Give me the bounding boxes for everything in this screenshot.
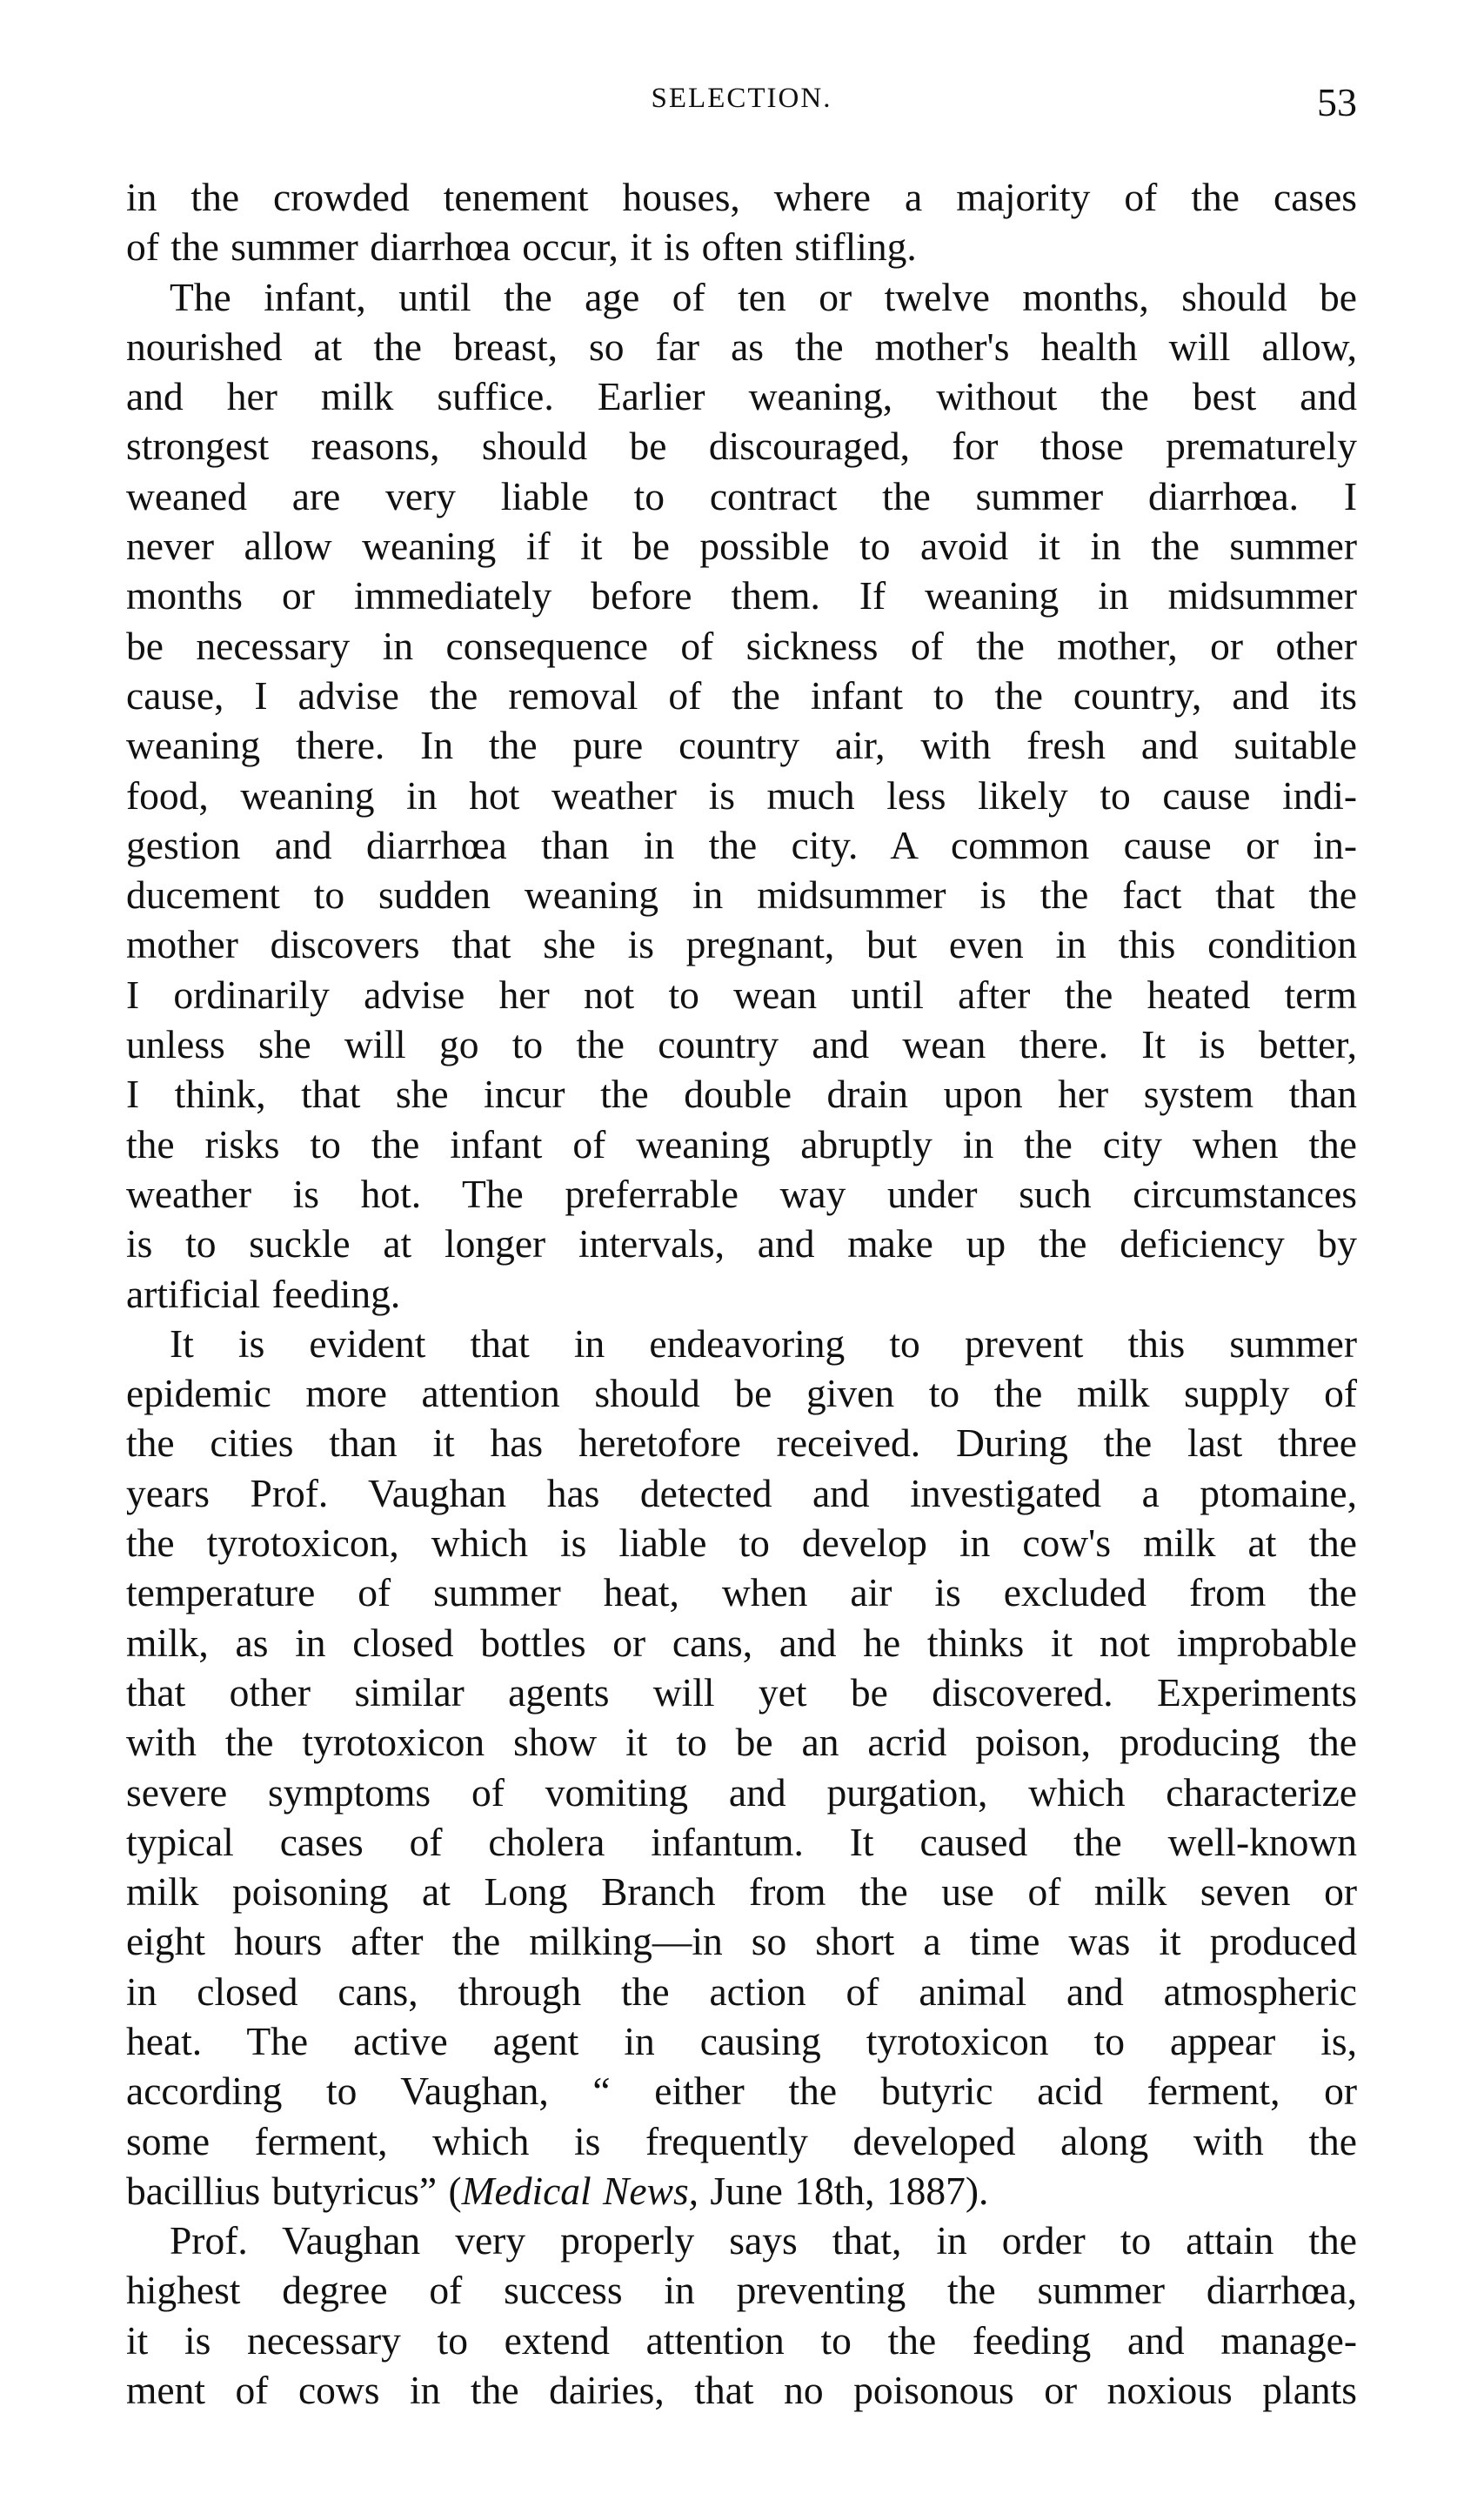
text-line: I ordinarily advise her not to wean until after the heated term <box>126 972 1357 1017</box>
text-line: the tyrotoxicon, which is liable to develop in cow's milk at the <box>126 1521 1357 1566</box>
citation-before: bacillius butyricus” ( <box>126 2168 462 2213</box>
paragraph <box>126 272 1357 1319</box>
citation-after: June 18th, 1887). <box>699 2168 989 2213</box>
paragraph <box>126 2216 1357 2415</box>
text-line: artificial feeding. <box>126 1271 401 1316</box>
text-line: the cities than it has heretofore received. During the last three <box>126 1420 1357 1466</box>
text-line: never allow weaning if it be possible to avoid it in the summer <box>126 524 1357 569</box>
text-line: years Prof. Vaughan has detected and investigated a ptomaine, <box>126 1470 1357 1515</box>
text-line: ducement to sudden weaning in midsummer is the fact that the <box>126 872 1357 918</box>
text-line: weather is hot. The preferrable way under such circumstances <box>126 1171 1357 1216</box>
text-line: It is evident that in endeavoring to prevent this summer <box>170 1320 1357 1366</box>
text-line: strongest reasons, should be discouraged, for those prematurely <box>126 424 1357 469</box>
text-line: that other similar agents will yet be discovered. Experiments <box>126 1669 1357 1715</box>
text-line: cause, I advise the removal of the infant to the country, and its <box>126 672 1357 718</box>
text-line: be necessary in consequence of sickness of the mother, or other <box>126 623 1357 668</box>
citation-title: Medical News, <box>461 2168 699 2213</box>
text-line: mother discovers that she is pregnant, but even in this condition <box>126 922 1357 967</box>
running-head <box>126 80 1357 135</box>
text-line: is to suckle at longer intervals, and make up the deficiency by <box>126 1221 1357 1267</box>
text-line: severe symptoms of vomiting and purgation, which characterize <box>126 1769 1357 1815</box>
page-number: 53 <box>1317 80 1357 124</box>
text-line: ment of cows in the dairies, that no poisonous or noxious plants <box>126 2368 1357 2413</box>
text-line: highest degree of success in preventing the summer diarrhœa, <box>126 2268 1357 2313</box>
text-line: heat. The active agent in causing tyrotoxicon to appear is, <box>126 2018 1357 2063</box>
citation-line <box>126 2166 1357 2216</box>
text-line: milk, as in closed bottles or cans, and he thinks it not improbable <box>126 1620 1357 1665</box>
text-line: food, weaning in hot weather is much less likely to cause indi- <box>126 772 1357 818</box>
text-line: in the crowded tenement houses, where a majority of the cases <box>126 175 1357 219</box>
text-line: I think, that she incur the double drain upon her system than <box>126 1072 1357 1117</box>
text-line: typical cases of cholera infantum. It caused the well-known <box>126 1819 1357 1864</box>
text-line: nourished at the breast, so far as the mother's health will allow, <box>126 324 1357 369</box>
paragraph <box>126 172 1357 272</box>
running-title: SELECTION. <box>651 83 832 114</box>
text-line: and her milk suffice. Earlier weaning, without the best and <box>126 374 1357 419</box>
text-line: the risks to the infant of weaning abruptly in the city when the <box>126 1121 1357 1166</box>
text-line: unless she will go to the country and wean there. It is better, <box>126 1022 1357 1067</box>
text-line: eight hours after the milking—in so short a time was it produced <box>126 1919 1357 1964</box>
text-line: some ferment, which is frequently developed along with the <box>126 2118 1357 2163</box>
text-line: epidemic more attention should be given to the milk supply of <box>126 1371 1357 1416</box>
body-text <box>126 172 1357 2415</box>
text-line: according to Vaughan, “ either the butyric acid ferment, or <box>126 2069 1357 2114</box>
paragraph <box>126 1319 1357 2216</box>
text-line: of the summer diarrhœa occur, it is often stifling. <box>126 224 917 270</box>
text-line: with the tyrotoxicon show it to be an acrid poison, producing the <box>126 1720 1357 1765</box>
text-line: months or immediately before them. If weaning in midsummer <box>126 573 1357 618</box>
text-line: weaned are very liable to contract the summer diarrhœa. I <box>126 473 1357 518</box>
text-line: it is necessary to extend attention to the feeding and manage- <box>126 2317 1357 2363</box>
text-line: milk poisoning at Long Branch from the use of milk seven or <box>126 1869 1357 1915</box>
text-line: in closed cans, through the action of animal and atmospheric <box>126 1969 1357 2014</box>
text-line: gestion and diarrhœa than in the city. A common cause or in- <box>126 822 1357 867</box>
text-line: Prof. Vaughan very properly says that, in order to attain the <box>170 2218 1357 2263</box>
text-line: temperature of summer heat, when air is excluded from the <box>126 1570 1357 1615</box>
text-line: weaning there. In the pure country air, with fresh and suitable <box>126 723 1357 768</box>
text-line: The infant, until the age of ten or twelve months, should be <box>170 274 1357 319</box>
